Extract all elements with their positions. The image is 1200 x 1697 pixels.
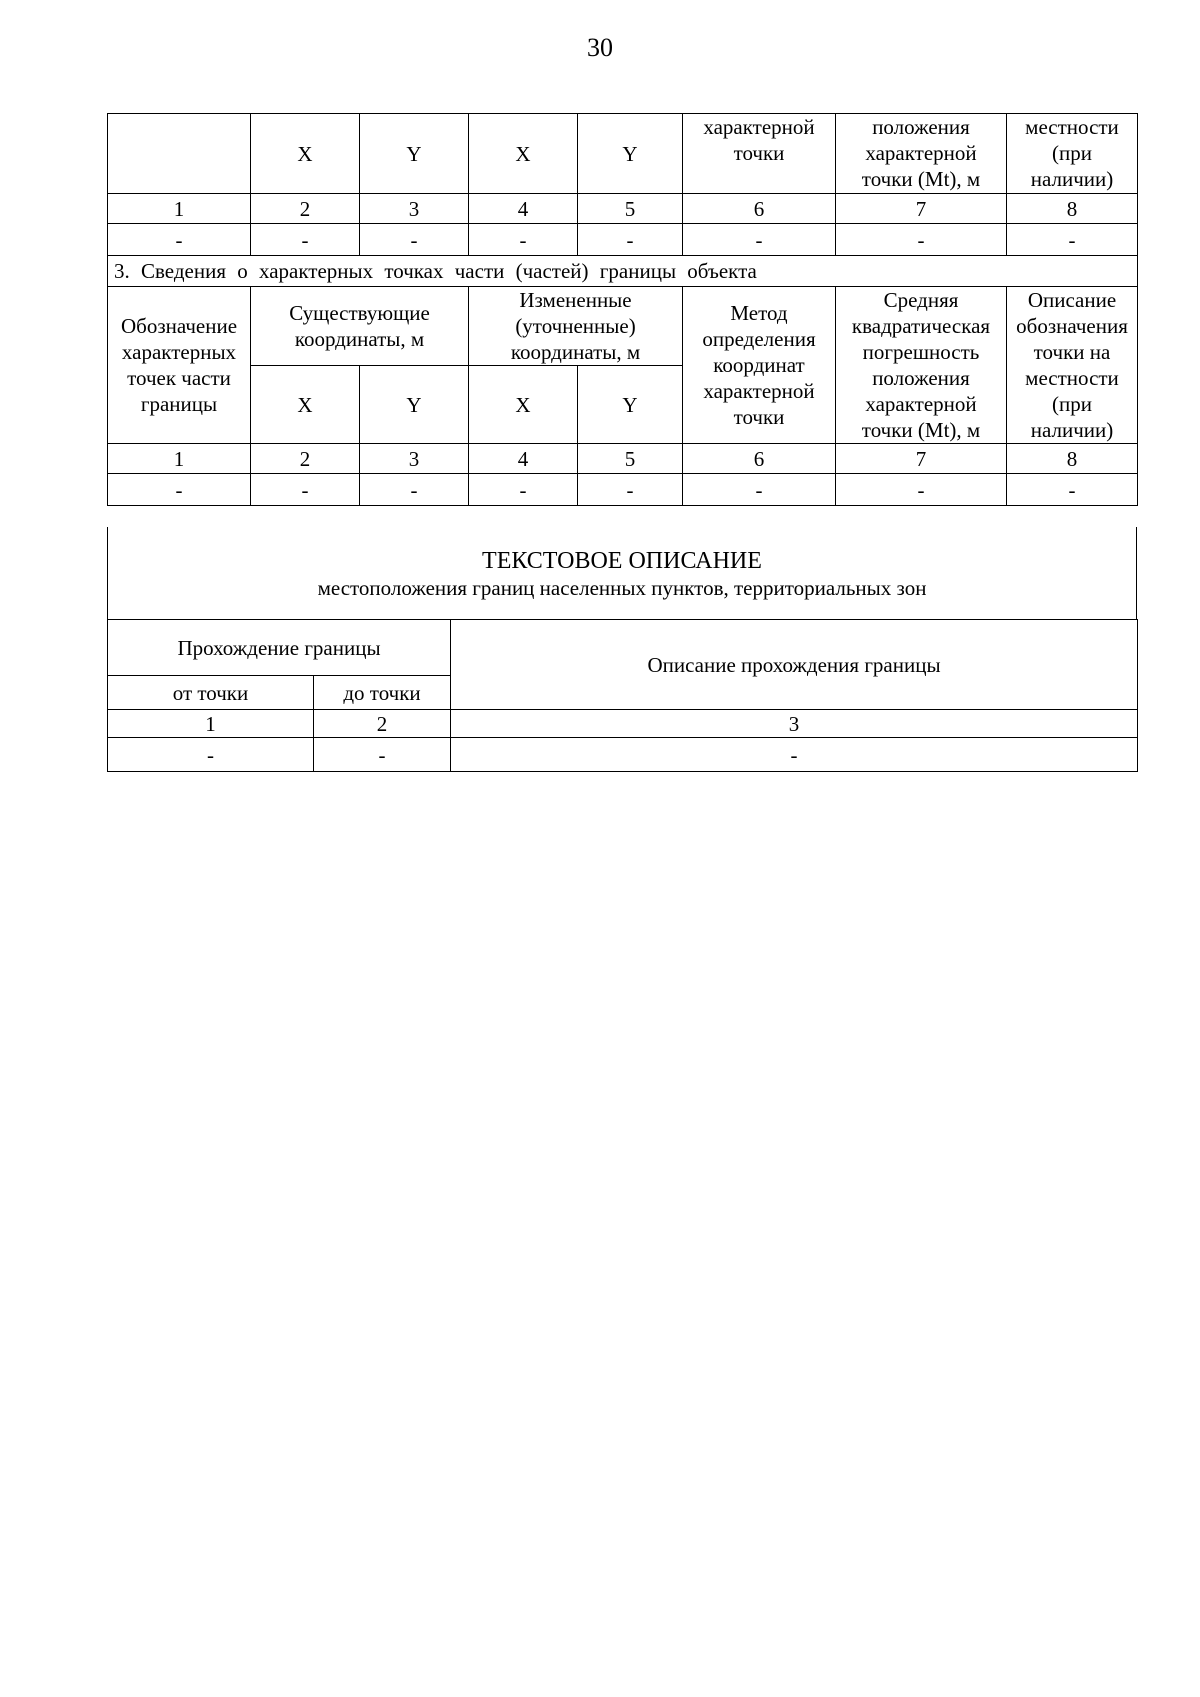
number-cell: 3 [360, 194, 469, 224]
table-row [108, 738, 1138, 772]
header-x: X [251, 366, 360, 444]
passage-header-row [108, 620, 1138, 676]
dash-cell: - [469, 474, 578, 506]
dash-cell: - [1007, 224, 1138, 256]
dash-cell: - [683, 474, 836, 506]
header-cell: X [469, 114, 578, 194]
number-cell: 5 [578, 444, 683, 474]
header-cell: положения характерной точки (Mt), м [836, 114, 1007, 194]
dash-cell: - [836, 224, 1007, 256]
section-title: 3. Сведения о характерных точках части (частей) границы объекта [108, 256, 1138, 287]
dash-cell: - [469, 224, 578, 256]
dash-cell: - [451, 738, 1138, 772]
to-point-header: до точки [314, 676, 451, 710]
boundary-passage-table [107, 619, 1138, 772]
header-changed-coords: Измененные (уточненные) координаты, м [469, 287, 683, 366]
header-x: X [469, 366, 578, 444]
number-cell: 6 [683, 194, 836, 224]
dash-cell: - [360, 224, 469, 256]
header-method: Метод определения координат характерной точки [683, 287, 836, 444]
section-title-row [108, 256, 1138, 287]
number-cell: 4 [469, 194, 578, 224]
dash-cell: - [251, 474, 360, 506]
number-cell: 7 [836, 194, 1007, 224]
column-number-row [108, 444, 1138, 474]
number-cell: 8 [1007, 444, 1138, 474]
from-point-header: от точки [108, 676, 314, 710]
header-cell: Y [578, 114, 683, 194]
dash-cell: - [108, 224, 251, 256]
header-cell: характерной точки [683, 114, 836, 194]
dash-cell: - [836, 474, 1007, 506]
number-cell: 2 [314, 710, 451, 738]
header-cell: X [251, 114, 360, 194]
continued-header-row [108, 114, 1138, 194]
coordinates-table [107, 113, 1138, 506]
table-row [108, 474, 1138, 506]
header-existing-coords: Существующие координаты, м [251, 287, 469, 366]
dash-cell: - [1007, 474, 1138, 506]
header-y: Y [360, 366, 469, 444]
header-cell: местности (при наличии) [1007, 114, 1138, 194]
dash-cell: - [683, 224, 836, 256]
number-cell: 1 [108, 710, 314, 738]
number-cell: 2 [251, 444, 360, 474]
number-cell: 3 [451, 710, 1138, 738]
dash-cell: - [251, 224, 360, 256]
number-cell: 7 [836, 444, 1007, 474]
number-cell: 2 [251, 194, 360, 224]
passage-description-header: Описание прохождения границы [451, 620, 1138, 710]
dash-cell: - [314, 738, 451, 772]
header-rmse: Средняя квадратическая погрешность положения характерной точки (Mt), м [836, 287, 1007, 444]
dash-cell: - [360, 474, 469, 506]
number-cell: 3 [360, 444, 469, 474]
column-number-row [108, 710, 1138, 738]
text-description-title: ТЕКСТОВОЕ ОПИСАНИЕ [482, 548, 762, 574]
header-cell [108, 114, 251, 194]
passage-header: Прохождение границы [108, 620, 451, 676]
text-description-subtitle: местоположения границ населенных пунктов, территориальных зон [317, 576, 927, 600]
dash-cell: - [578, 474, 683, 506]
number-cell: 1 [108, 194, 251, 224]
table-row [108, 224, 1138, 256]
dash-cell: - [108, 474, 251, 506]
dash-cell: - [578, 224, 683, 256]
number-cell: 1 [108, 444, 251, 474]
header-designation: Обозначение характерных точек части границы [108, 287, 251, 444]
number-cell: 8 [1007, 194, 1138, 224]
section-header-row [108, 287, 1138, 366]
page-number: 30 [587, 33, 613, 62]
column-number-row [108, 194, 1138, 224]
number-cell: 6 [683, 444, 836, 474]
dash-cell: - [108, 738, 314, 772]
number-cell: 4 [469, 444, 578, 474]
header-description: Описание обозначения точки на местности (при наличии) [1007, 287, 1138, 444]
header-y: Y [578, 366, 683, 444]
text-description-block [107, 527, 1137, 619]
header-cell: Y [360, 114, 469, 194]
number-cell: 5 [578, 194, 683, 224]
